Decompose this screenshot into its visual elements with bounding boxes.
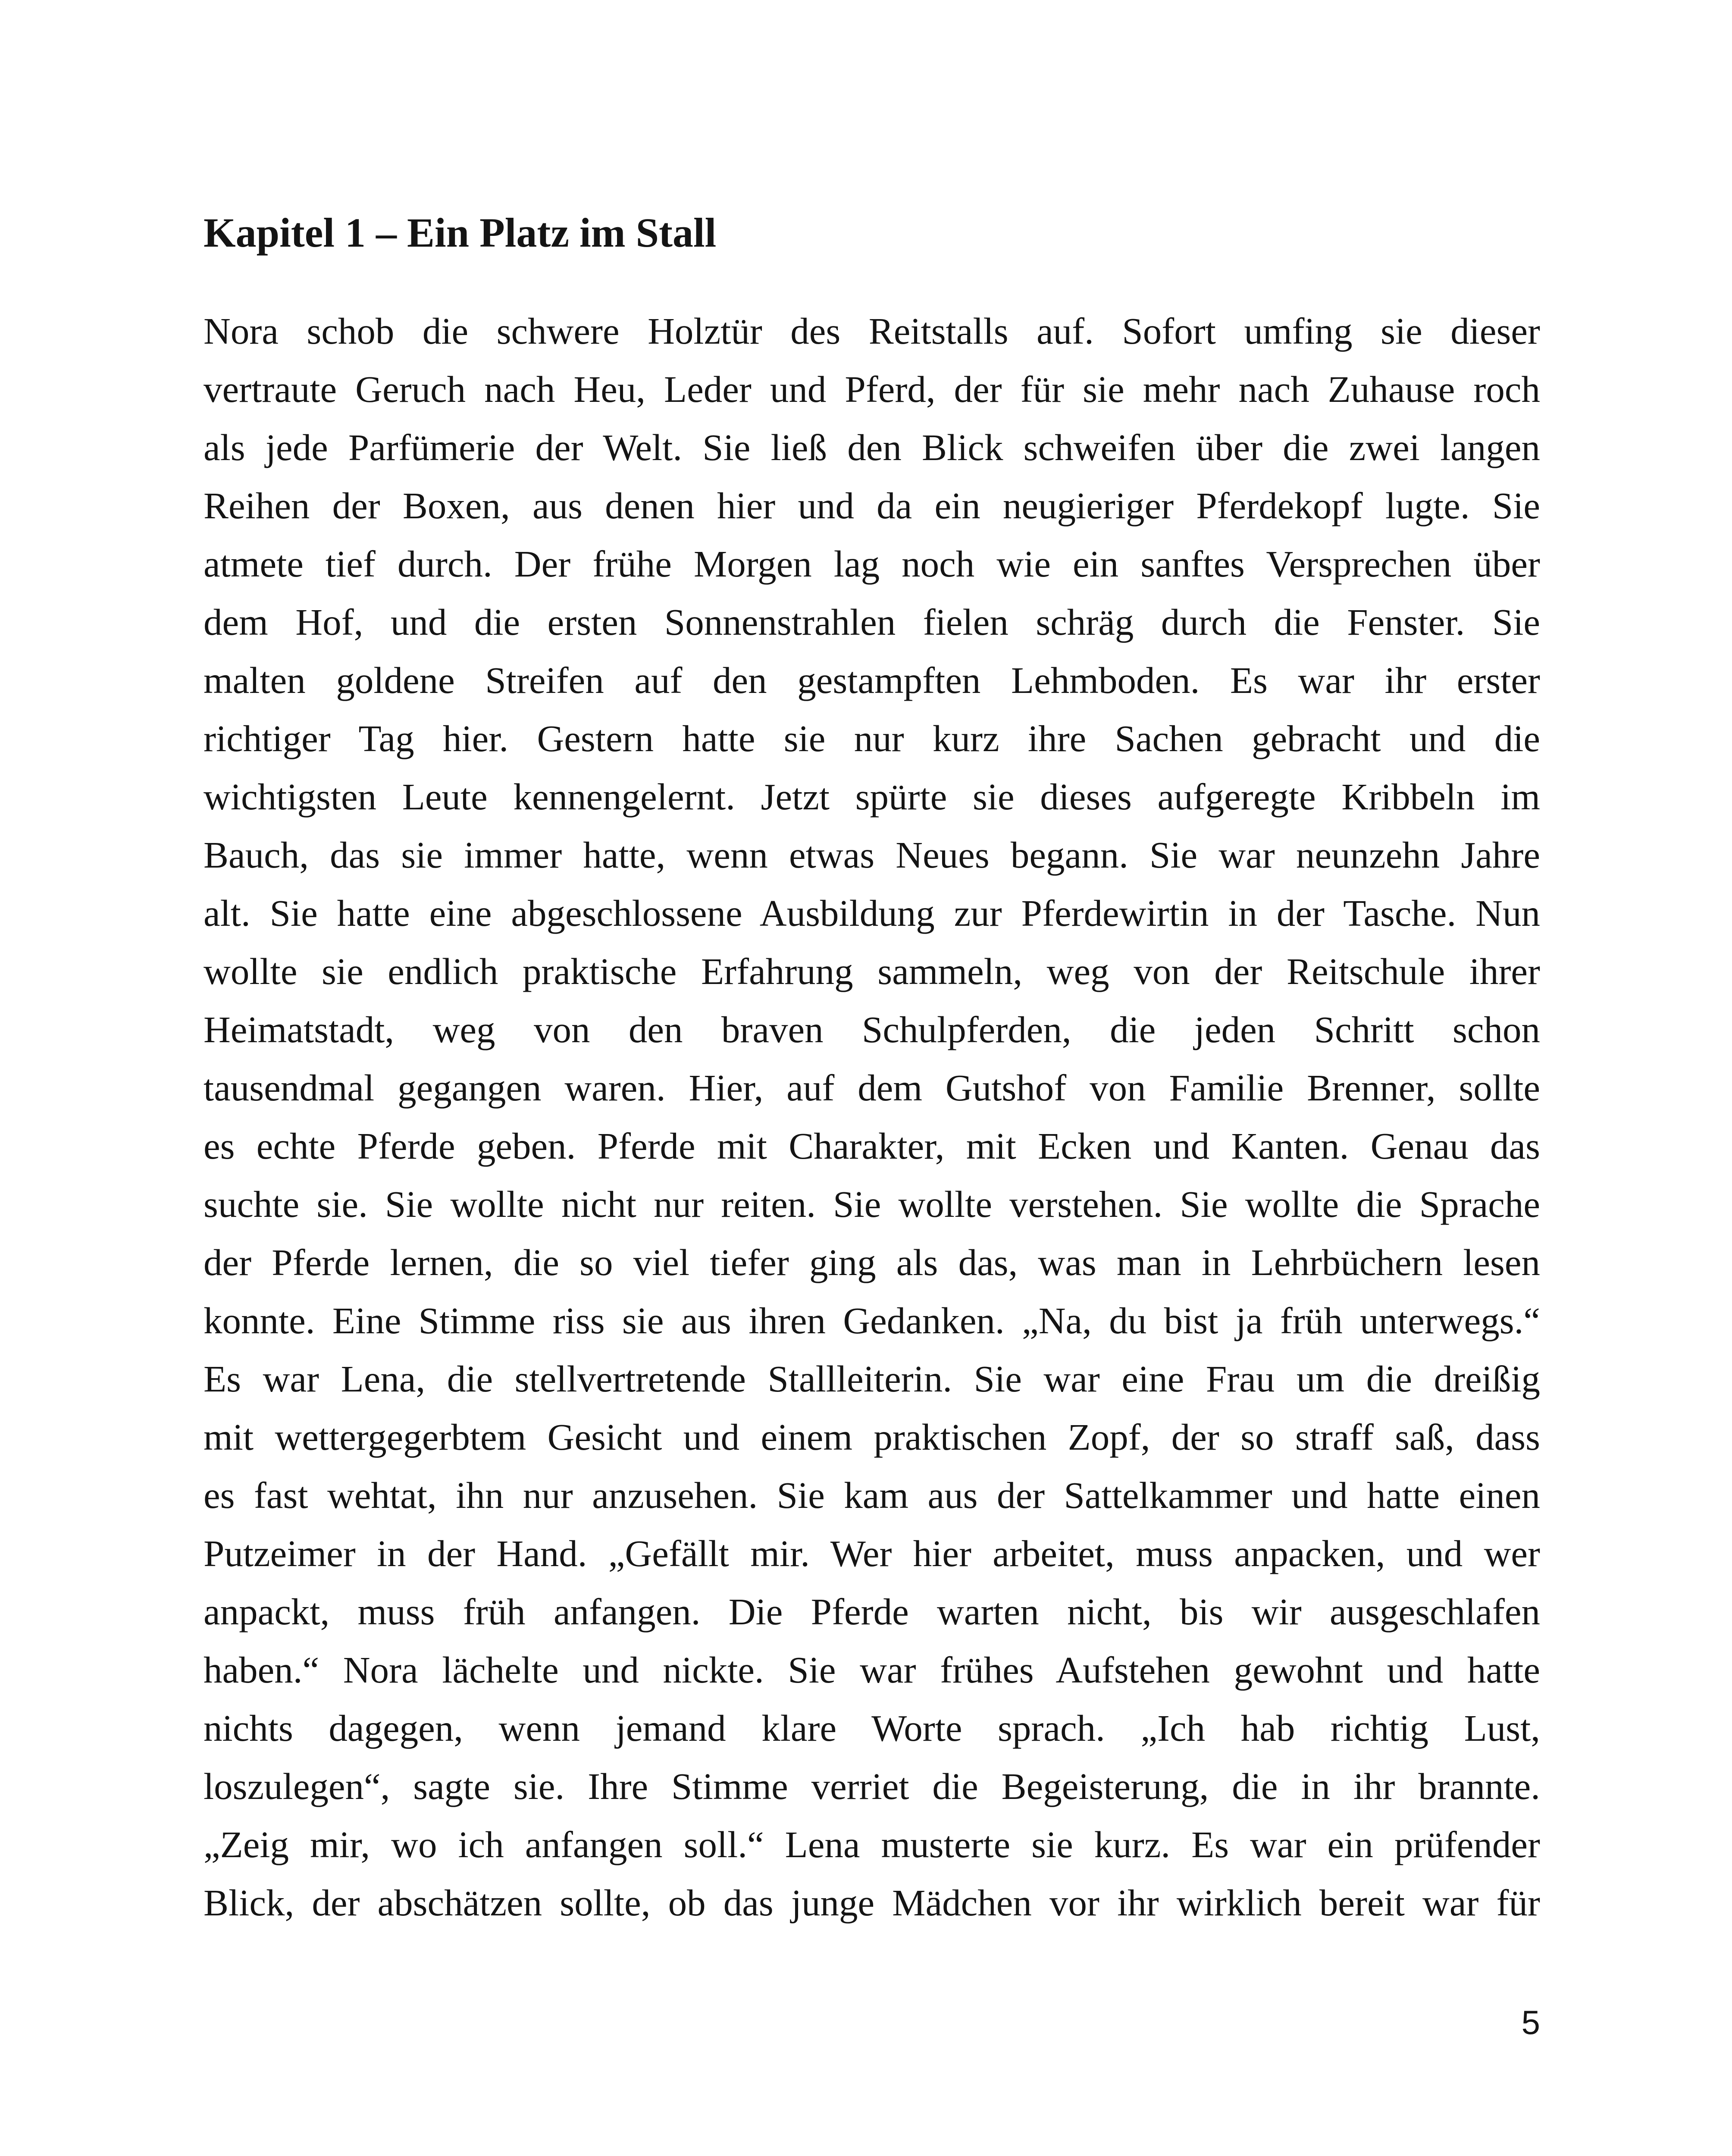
text-line: richtiger Tag hier. Gestern hatte sie nur kurz ihre Sachen gebracht und die	[204, 718, 1540, 759]
chapter-body-text	[204, 302, 1540, 1932]
text-line: Nora schob die schwere Holztür des Reitstalls auf. Sofort umfing sie dieser	[204, 310, 1540, 352]
text-line: der Pferde lernen, die so viel tiefer ging als das, was man in Lehrbüchern lesen	[204, 1241, 1540, 1283]
text-line: Putzeimer in der Hand. „Gefällt mir. Wer hier arbeitet, muss anpacken, und wer	[204, 1532, 1540, 1574]
text-line: nichts dagegen, wenn jemand klare Worte sprach. „Ich hab richtig Lust,	[204, 1707, 1540, 1749]
text-line: tausendmal gegangen waren. Hier, auf dem Gutshof von Familie Brenner, sollte	[204, 1067, 1540, 1109]
text-line: loszulegen“, sagte sie. Ihre Stimme verriet die Begeisterung, die in ihr brannte.	[204, 1765, 1540, 1807]
text-line: konnte. Eine Stimme riss sie aus ihren Gedanken. „Na, du bist ja früh unterwegs.“	[204, 1300, 1540, 1341]
text-line: anpackt, muss früh anfangen. Die Pferde warten nicht, bis wir ausgeschlafen	[204, 1591, 1540, 1633]
text-line: atmete tief durch. Der frühe Morgen lag noch wie ein sanftes Versprechen über	[204, 543, 1540, 585]
page-number: 5	[1521, 2003, 1540, 2041]
text-line: malten goldene Streifen auf den gestampften Lehmboden. Es war ihr erster	[204, 659, 1540, 701]
text-line: mit wettergegerbtem Gesicht und einem praktischen Zopf, der so straff saß, dass	[204, 1416, 1540, 1458]
text-line: als jede Parfümerie der Welt. Sie ließ den Blick schweifen über die zwei langen	[204, 426, 1540, 468]
text-line: vertraute Geruch nach Heu, Leder und Pferd, der für sie mehr nach Zuhause roch	[204, 368, 1540, 410]
text-line: haben.“ Nora lächelte und nickte. Sie war frühes Aufstehen gewohnt und hatte	[204, 1649, 1540, 1691]
text-line: Reihen der Boxen, aus denen hier und da ein neugieriger Pferdekopf lugte. Sie	[204, 485, 1540, 526]
text-line: alt. Sie hatte eine abgeschlossene Ausbildung zur Pferdewirtin in der Tasche. Nun	[204, 892, 1540, 934]
text-line: „Zeig mir, wo ich anfangen soll.“ Lena musterte sie kurz. Es war ein prüfender	[204, 1824, 1540, 1865]
text-line: es fast wehtat, ihn nur anzusehen. Sie kam aus der Sattelkammer und hatte einen	[204, 1474, 1540, 1516]
text-line: dem Hof, und die ersten Sonnenstrahlen fielen schräg durch die Fenster. Sie	[204, 601, 1540, 643]
text-line: wollte sie endlich praktische Erfahrung sammeln, weg von der Reitschule ihrer	[204, 950, 1540, 992]
chapter-title: Kapitel 1 – Ein Platz im Stall	[204, 210, 717, 256]
text-line: wichtigsten Leute kennengelernt. Jetzt spürte sie dieses aufgeregte Kribbeln im	[204, 776, 1540, 818]
text-line: Bauch, das sie immer hatte, wenn etwas Neues begann. Sie war neunzehn Jahre	[204, 834, 1540, 876]
text-line: es echte Pferde geben. Pferde mit Charakter, mit Ecken und Kanten. Genau das	[204, 1125, 1540, 1167]
text-line: suchte sie. Sie wollte nicht nur reiten. Sie wollte verstehen. Sie wollte die Sprache	[204, 1183, 1540, 1225]
text-line: Blick, der abschätzen sollte, ob das junge Mädchen vor ihr wirklich bereit war für	[204, 1882, 1540, 1924]
text-line: Heimatstadt, weg von den braven Schulpferden, die jeden Schritt schon	[204, 1009, 1540, 1050]
text-line: Es war Lena, die stellvertretende Stallleiterin. Sie war eine Frau um die dreißig	[204, 1358, 1540, 1400]
